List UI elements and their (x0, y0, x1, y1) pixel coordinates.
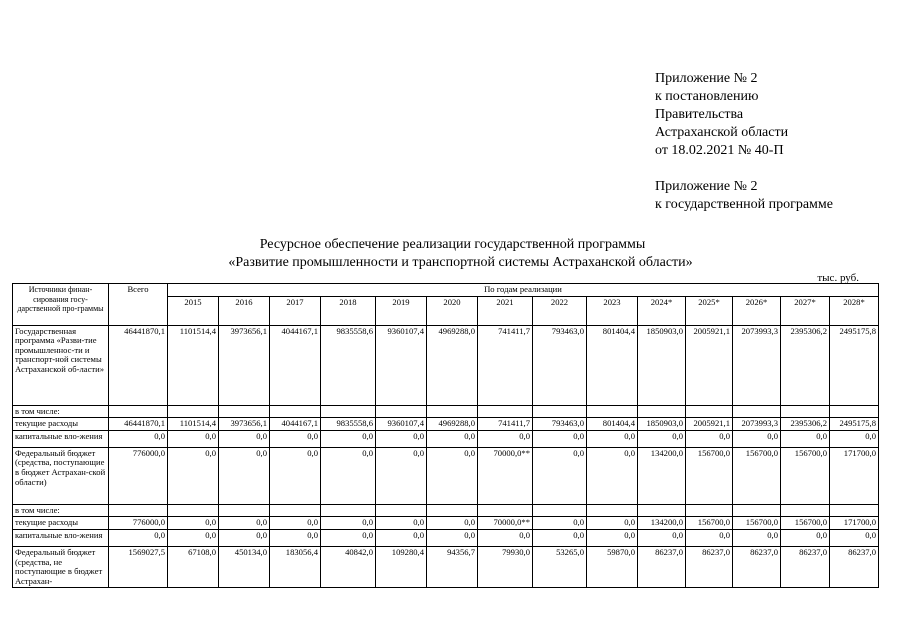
year-value: 0,0 (427, 430, 478, 447)
year-value: 0,0 (587, 517, 638, 530)
year-value: 0,0 (638, 430, 686, 447)
row-label: капитальные вло-жения (13, 430, 109, 447)
row-total: 46441870,1 (109, 325, 168, 405)
year-value (830, 504, 879, 517)
year-value: 0,0 (168, 529, 219, 546)
year-value: 1850903,0 (638, 418, 686, 431)
year-value: 156700,0 (686, 517, 733, 530)
row-label: капитальные вло-жения (13, 529, 109, 546)
year-value: 0,0 (168, 430, 219, 447)
year-value (478, 504, 533, 517)
row-total (109, 504, 168, 517)
row-total: 46441870,1 (109, 418, 168, 431)
header-year: 2022 (533, 296, 587, 325)
appendix-program-line: Приложение № 2 (655, 179, 758, 194)
year-value: 0,0 (427, 529, 478, 546)
year-value: 171700,0 (830, 447, 879, 504)
row-total: 776000,0 (109, 447, 168, 504)
year-value: 1850903,0 (638, 325, 686, 405)
year-value: 9835558,6 (321, 418, 376, 431)
year-value: 0,0 (270, 447, 321, 504)
year-value (168, 405, 219, 418)
header-year: 2020 (427, 296, 478, 325)
appendix-block (655, 70, 833, 214)
year-value: 0,0 (781, 430, 830, 447)
year-value (427, 504, 478, 517)
appendix-resolution-line: Правительства (655, 107, 744, 122)
year-value: 2073993,3 (733, 325, 781, 405)
year-value: 801404,4 (587, 325, 638, 405)
header-year: 2021 (478, 296, 533, 325)
appendix-resolution-line: от 18.02.2021 № 40-П (655, 143, 784, 158)
row-total: 776000,0 (109, 517, 168, 530)
year-value (427, 405, 478, 418)
year-value (587, 405, 638, 418)
year-value (781, 504, 830, 517)
header-year: 2017 (270, 296, 321, 325)
table-row (13, 504, 879, 517)
year-value: 86237,0 (781, 546, 830, 587)
row-label: Государственная программа «Разви-тие промышленнос-ти и транспорт-ной системы Астраханской об-ласти» (13, 325, 109, 405)
year-value: 156700,0 (686, 447, 733, 504)
header-year: 2026* (733, 296, 781, 325)
year-value: 0,0 (321, 447, 376, 504)
year-value: 0,0 (638, 529, 686, 546)
year-value: 0,0 (168, 447, 219, 504)
table-row (13, 529, 879, 546)
year-value (686, 504, 733, 517)
year-value: 156700,0 (781, 447, 830, 504)
year-value: 70000,0** (478, 517, 533, 530)
year-value: 2073993,3 (733, 418, 781, 431)
header-year: 2019 (376, 296, 427, 325)
year-value: 0,0 (376, 517, 427, 530)
year-value (219, 405, 270, 418)
header-year: 2025* (686, 296, 733, 325)
year-value: 0,0 (478, 529, 533, 546)
year-value: 0,0 (427, 517, 478, 530)
year-value: 156700,0 (733, 517, 781, 530)
year-value: 793463,0 (533, 418, 587, 431)
year-value: 9360107,4 (376, 325, 427, 405)
year-value: 4044167,1 (270, 418, 321, 431)
table-row (13, 405, 879, 418)
document-title-line-1: Ресурсное обеспечение реализации государственной программы (259, 237, 646, 252)
year-value (638, 405, 686, 418)
year-value: 0,0 (219, 529, 270, 546)
table-row (13, 418, 879, 431)
year-value (321, 504, 376, 517)
year-value: 0,0 (321, 517, 376, 530)
table-row (13, 325, 879, 405)
year-value: 1101514,4 (168, 325, 219, 405)
year-value: 0,0 (686, 529, 733, 546)
year-value (830, 405, 879, 418)
year-value: 156700,0 (733, 447, 781, 504)
year-value (638, 504, 686, 517)
year-value: 9835558,6 (321, 325, 376, 405)
year-value (587, 504, 638, 517)
header-year: 2028* (830, 296, 879, 325)
header-year: 2015 (168, 296, 219, 325)
row-total (109, 405, 168, 418)
year-value: 0,0 (376, 430, 427, 447)
year-value: 0,0 (830, 430, 879, 447)
appendix-resolution-line: Астраханской области (655, 125, 789, 140)
year-value: 0,0 (533, 430, 587, 447)
year-value: 0,0 (587, 447, 638, 504)
year-value (219, 504, 270, 517)
year-value (533, 504, 587, 517)
header-year: 2027* (781, 296, 830, 325)
year-value: 9360107,4 (376, 418, 427, 431)
year-value: 2395306,2 (781, 418, 830, 431)
year-value: 156700,0 (781, 517, 830, 530)
year-value: 0,0 (270, 517, 321, 530)
year-value: 0,0 (270, 430, 321, 447)
year-value: 86237,0 (686, 546, 733, 587)
year-value: 0,0 (376, 447, 427, 504)
header-year: 2016 (219, 296, 270, 325)
year-value (686, 405, 733, 418)
row-label: Федеральный бюджет (средства, поступающие в бюджет Астрахан-ской области) (13, 447, 109, 504)
year-value: 0,0 (219, 447, 270, 504)
year-value: 793463,0 (533, 325, 587, 405)
unit-label: тыс. руб. (817, 272, 859, 284)
year-value: 0,0 (478, 430, 533, 447)
year-value (168, 504, 219, 517)
appendix-resolution-line: к постановлению (655, 89, 759, 104)
appendix-resolution-line: Приложение № 2 (655, 71, 758, 86)
header-total: Всего (109, 284, 168, 326)
year-value (270, 504, 321, 517)
year-value (781, 405, 830, 418)
year-value: 0,0 (219, 517, 270, 530)
header-year: 2018 (321, 296, 376, 325)
row-label: текущие расходы (13, 517, 109, 530)
year-value: 70000,0** (478, 447, 533, 504)
year-value (533, 405, 587, 418)
table-row (13, 430, 879, 447)
year-value: 4969288,0 (427, 325, 478, 405)
year-value (321, 405, 376, 418)
year-value: 40842,0 (321, 546, 376, 587)
year-value: 1101514,4 (168, 418, 219, 431)
header-year: 2023 (587, 296, 638, 325)
year-value: 0,0 (686, 430, 733, 447)
year-value: 2005921,1 (686, 418, 733, 431)
year-value (376, 405, 427, 418)
year-value: 741411,7 (478, 325, 533, 405)
year-value: 0,0 (168, 517, 219, 530)
year-value: 86237,0 (733, 546, 781, 587)
year-value: 86237,0 (638, 546, 686, 587)
year-value: 0,0 (427, 447, 478, 504)
year-value: 53265,0 (533, 546, 587, 587)
year-value: 0,0 (733, 529, 781, 546)
year-value: 801404,4 (587, 418, 638, 431)
year-value (478, 405, 533, 418)
year-value: 2495175,8 (830, 418, 879, 431)
year-value: 0,0 (321, 430, 376, 447)
header-source: Источники финан-сирования госу-дарственной про-граммы (13, 284, 109, 326)
year-value: 0,0 (533, 447, 587, 504)
year-value: 86237,0 (830, 546, 879, 587)
year-value: 0,0 (219, 430, 270, 447)
header-year: 2024* (638, 296, 686, 325)
year-value: 0,0 (533, 529, 587, 546)
table-row (13, 447, 879, 504)
appendix-to-resolution (655, 70, 833, 160)
row-label: в том числе: (13, 405, 109, 418)
row-label: Федеральный бюджет (средства, не поступающие в бюджет Астрахан- (13, 546, 109, 587)
row-label: текущие расходы (13, 418, 109, 431)
year-value (376, 504, 427, 517)
year-value: 4969288,0 (427, 418, 478, 431)
year-value: 109280,4 (376, 546, 427, 587)
table-row (13, 517, 879, 530)
year-value: 0,0 (587, 430, 638, 447)
row-total: 1569027,5 (109, 546, 168, 587)
year-value: 94356,7 (427, 546, 478, 587)
row-label: в том числе: (13, 504, 109, 517)
year-value: 3973656,1 (219, 325, 270, 405)
year-value: 0,0 (781, 529, 830, 546)
year-value: 0,0 (270, 529, 321, 546)
resource-table (12, 283, 879, 588)
year-value: 2395306,2 (781, 325, 830, 405)
year-value: 0,0 (587, 529, 638, 546)
year-value: 134200,0 (638, 447, 686, 504)
year-value: 2495175,8 (830, 325, 879, 405)
header-years-group: По годам реализации (168, 284, 879, 297)
appendix-to-program (655, 178, 833, 214)
year-value: 0,0 (733, 430, 781, 447)
year-value: 0,0 (376, 529, 427, 546)
year-value: 741411,7 (478, 418, 533, 431)
year-value: 3973656,1 (219, 418, 270, 431)
year-value: 0,0 (321, 529, 376, 546)
year-value: 67108,0 (168, 546, 219, 587)
row-total: 0,0 (109, 529, 168, 546)
year-value (733, 504, 781, 517)
year-value: 134200,0 (638, 517, 686, 530)
table-row (13, 546, 879, 587)
year-value: 171700,0 (830, 517, 879, 530)
year-value: 450134,0 (219, 546, 270, 587)
year-value: 0,0 (533, 517, 587, 530)
year-value: 183056,4 (270, 546, 321, 587)
year-value (733, 405, 781, 418)
appendix-program-line: к государственной программе (655, 197, 833, 212)
row-total: 0,0 (109, 430, 168, 447)
document-title-line-2: «Развитие промышленности и транспортной системы Астраханской области» (228, 255, 693, 270)
year-value (270, 405, 321, 418)
year-value: 59870,0 (587, 546, 638, 587)
year-value: 2005921,1 (686, 325, 733, 405)
year-value: 0,0 (830, 529, 879, 546)
year-value: 4044167,1 (270, 325, 321, 405)
year-value: 79930,0 (478, 546, 533, 587)
